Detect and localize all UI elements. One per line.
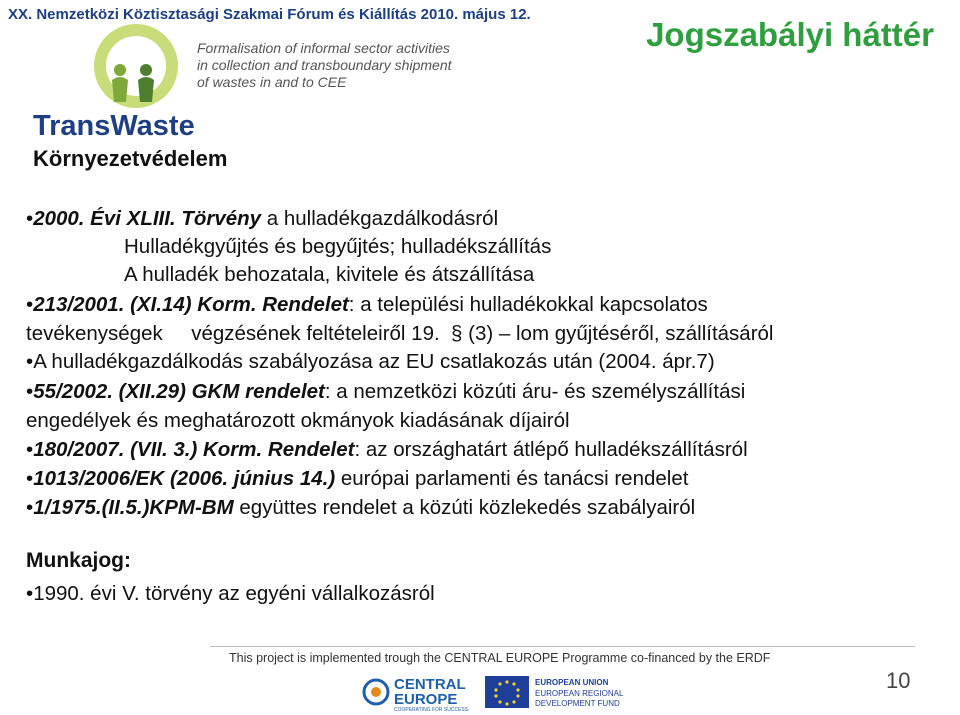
law-subitem: A hulladék behozatala, kivitele és átszállítása xyxy=(124,263,535,286)
section-heading-env: Környezetvédelem xyxy=(33,146,228,171)
slide-title: Jogszabályi háttér xyxy=(646,16,934,53)
ce-logo-text: CENTRAL xyxy=(394,676,466,693)
ce-logo-text: EUROPE xyxy=(394,691,458,708)
law-title: 2000. Évi XLIII. Törvény xyxy=(33,207,262,230)
law-desc: együttes rendelet a közúti közlekedés szabályairól xyxy=(233,496,696,519)
law-title: 1013/2006/EK (2006. június 14.) xyxy=(33,467,336,490)
eu-logo-text: EUROPEAN REGIONAL xyxy=(535,689,624,698)
law-desc: : a települési hulladékokkal kapcsolatos xyxy=(348,293,708,316)
law-item: •A hulladékgazdálkodás szabályozása az EU csatlakozás után (2004. ápr.7) xyxy=(26,350,715,373)
eu-flag-logo-icon xyxy=(485,676,635,710)
event-header: XX. Nemzetközi Köztisztasági Szakmai Fórum és Kiállítás 2010. május 12. xyxy=(8,6,531,23)
law-item: •55/2002. (XII.29) GKM rendelet: a nemzetközi közúti áru- és személyszállítási xyxy=(26,380,746,403)
law-desc: A hulladékgazdálkodás szabályozása az EU csatlakozás után (2004. ápr.7) xyxy=(33,350,715,373)
law-desc: 1990. évi V. törvény az egyéni vállalkozásról xyxy=(33,582,435,605)
law-desc: : a nemzetközi közúti áru- és személyszállítási xyxy=(324,380,746,403)
law-subitem: Hulladékgyűjtés és begyűjtés; hulladékszállítás xyxy=(124,235,552,258)
section-heading-labor: Munkajog: xyxy=(26,549,131,572)
law-continuation: engedélyek és meghatározott okmányok kiadásának díjairól xyxy=(26,409,570,432)
law-continuation: tevékenységek végzésének feltételeiről 19. § (3) – lom gyűjtéséről, szállításáról xyxy=(26,322,774,345)
ce-logo-tagline: COOPERATING FOR SUCCESS. xyxy=(394,707,470,712)
law-item: •213/2001. (XI.14) Korm. Rendelet: a települési hulladékokkal kapcsolatos xyxy=(26,293,708,316)
eu-logo-text: EUROPEAN UNION xyxy=(535,678,609,687)
project-desc-line: in collection and transboundary shipment xyxy=(197,57,452,73)
footer-text: This project is implemented trough the CENTRAL EUROPE Programme co-financed by the ERDF xyxy=(229,651,771,665)
law-item: •180/2007. (VII. 3.) Korm. Rendelet: az országhatárt átlépő hulladékszállításról xyxy=(26,438,748,461)
page-number: 10 xyxy=(886,668,911,693)
law-desc: európai parlamenti és tanácsi rendelet xyxy=(335,467,689,490)
law-desc: a hulladékgazdálkodásról xyxy=(261,207,499,230)
eu-logo-text: DEVELOPMENT FUND xyxy=(535,699,620,708)
law-title: 1/1975.(II.5.)KPM-BM xyxy=(33,496,234,519)
law-title: 180/2007. (VII. 3.) Korm. Rendelet xyxy=(33,438,355,461)
footer-divider xyxy=(210,646,915,647)
law-item: •2000. Évi XLIII. Törvény a hulladékgazdálkodásról xyxy=(26,207,499,230)
brand-name: TransWaste xyxy=(33,110,195,142)
project-description xyxy=(197,40,452,91)
central-europe-logo-icon xyxy=(362,672,472,712)
law-title: 55/2002. (XII.29) GKM rendelet xyxy=(33,380,325,403)
law-item: •1013/2006/EK (2006. június 14.) európai parlamenti és tanácsi rendelet xyxy=(26,467,689,490)
project-desc-line: Formalisation of informal sector activities xyxy=(197,40,450,56)
law-item: •1990. évi V. törvény az egyéni vállalkozásról xyxy=(26,582,435,605)
project-desc-line: of wastes in and to CEE xyxy=(197,74,347,90)
law-title: 213/2001. (XI.14) Korm. Rendelet xyxy=(33,293,349,316)
law-desc: : az országhatárt átlépő hulladékszállításról xyxy=(354,438,748,461)
law-item: •1/1975.(II.5.)KPM-BM együttes rendelet a közúti közlekedés szabályairól xyxy=(26,496,696,519)
